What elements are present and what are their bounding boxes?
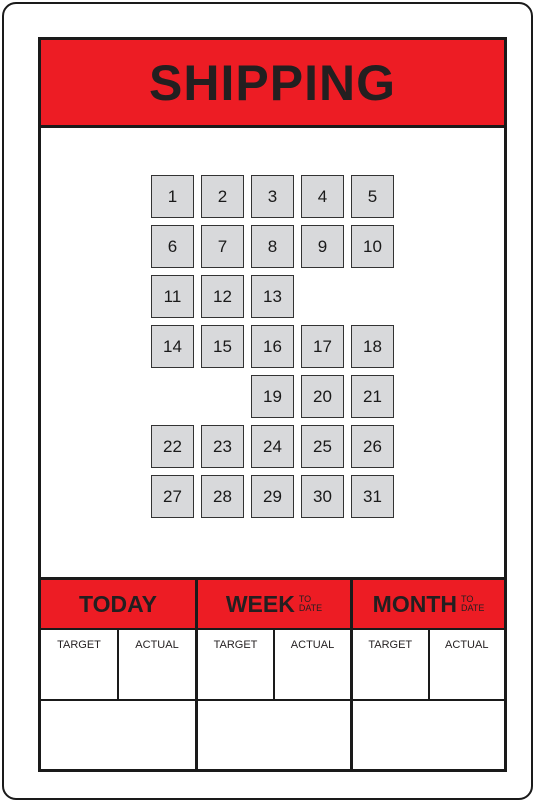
day-cell: 29 [251, 475, 294, 518]
week-labels [198, 630, 350, 701]
month-actual-label: ACTUAL [428, 630, 505, 699]
day-cell: 31 [351, 475, 394, 518]
today-actual-label: ACTUAL [117, 630, 195, 699]
week-column [195, 580, 350, 772]
day-cell: 27 [151, 475, 194, 518]
day-cell: 19 [251, 375, 294, 418]
day-cell: 28 [201, 475, 244, 518]
week-header [198, 580, 350, 630]
today-target-label: TARGET [57, 639, 101, 651]
day-cell: 6 [151, 225, 194, 268]
week-subtitle [299, 595, 322, 613]
month-labels [353, 630, 504, 701]
day-cell: 3 [251, 175, 294, 218]
week-title: WEEK [225, 590, 295, 617]
day-cell: 1 [151, 175, 194, 218]
day-cell: 15 [201, 325, 244, 368]
day-cell: 30 [301, 475, 344, 518]
day-cell: 20 [301, 375, 344, 418]
week-sub-to: TO [298, 594, 312, 604]
today-title: TODAY [79, 590, 157, 617]
day-cell: 2 [201, 175, 244, 218]
day-cell: 8 [251, 225, 294, 268]
month-sub-date: DATE [460, 603, 485, 613]
month-subtitle [461, 595, 484, 613]
day-cell: 24 [251, 425, 294, 468]
day-cell: 18 [351, 325, 394, 368]
day-cell: 25 [301, 425, 344, 468]
day-cell: 10 [351, 225, 394, 268]
day-cell: 5 [351, 175, 394, 218]
week-sub-date: DATE [298, 603, 323, 613]
today-column [41, 580, 195, 772]
month-column [350, 580, 504, 772]
sign-board [2, 2, 533, 800]
day-cell: 12 [201, 275, 244, 318]
day-cell: 9 [301, 225, 344, 268]
day-cell: 11 [151, 275, 194, 318]
day-cell: 22 [151, 425, 194, 468]
day-cell: 26 [351, 425, 394, 468]
day-cell: 21 [351, 375, 394, 418]
day-cell: 16 [251, 325, 294, 368]
sign-title: SHIPPING [149, 54, 396, 111]
day-cell: 14 [151, 325, 194, 368]
sign-panel [38, 37, 507, 772]
day-cell: 13 [251, 275, 294, 318]
week-actual-label: ACTUAL [273, 630, 350, 699]
week-target-label: TARGET [213, 639, 258, 651]
tracking-table [41, 577, 504, 772]
header-banner [41, 40, 504, 128]
month-header [353, 580, 504, 630]
day-cell: 4 [301, 175, 344, 218]
today-header [41, 580, 195, 630]
day-cell: 17 [301, 325, 344, 368]
day-grid [151, 175, 397, 521]
day-cell: 7 [201, 225, 244, 268]
month-title: MONTH [372, 590, 457, 617]
today-labels [41, 630, 195, 701]
month-target-label: TARGET [368, 639, 413, 651]
month-sub-to: TO [460, 594, 474, 604]
day-cell: 23 [201, 425, 244, 468]
